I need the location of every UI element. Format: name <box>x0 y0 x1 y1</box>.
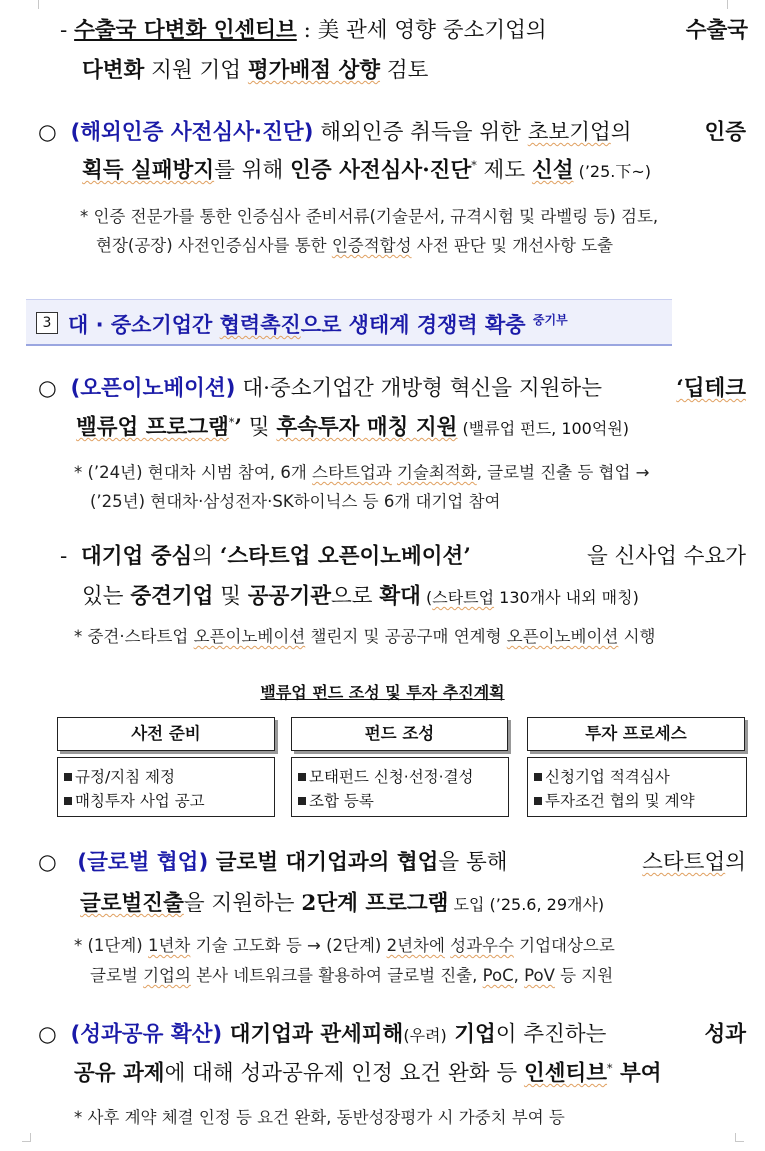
p2-note1: * 인증 전문가를 통한 인증심사 준비서류(기술문서, 규격시험 및 라벨링 등) 검토, <box>80 207 659 226</box>
plan-box-body-prep <box>57 757 275 817</box>
p1-line1: - 수출국 다변화 인센티브 : 美 관세 영향 중소기업의 수출국 <box>60 18 748 43</box>
square-bullet-icon <box>534 773 542 781</box>
ministry-tag: 중기부 <box>532 313 568 327</box>
list-item: 규정/지침 제정 <box>64 765 175 787</box>
crop-mark-bottom-left <box>22 1133 31 1142</box>
square-bullet-icon <box>534 797 542 805</box>
p4-line1: - 대기업 중심의 ‘스타트업 오픈이노베이션’ 을 신사업 수요가 <box>60 544 746 569</box>
crop-mark-top-left <box>30 0 39 9</box>
p6-line1: ○ (성과공유 확산) 대기업과 관세피해(우려) 기업이 추진하는 성과 <box>38 1022 746 1047</box>
section-title: 대 · 중소기업간 협력촉진으로 생태계 경쟁력 확충 $^{중기부}$ <box>68 313 568 337</box>
p6-line2: 공유 과제에 대해 성과공유제 인정 요건 완화 등 인센티브* 부여 <box>74 1061 662 1087</box>
p3-line1: ○ (오픈이노베이션) 대·중소기업간 개방형 혁신을 지원하는 ‘딥테크 <box>38 376 746 401</box>
p5-line2: 글로벌진출을 지원하는 2단계 프로그램 도입 (’25.6, 29개사) <box>80 891 605 916</box>
plan-box-head-invest: 투자 프로세스 <box>527 717 745 751</box>
list-item: 신청기업 적격심사 <box>534 765 670 787</box>
p4-note: * 중견·스타트업 오픈이노베이션 챌린지 및 공공구매 연계형 오픈이노베이션 시행 <box>74 627 656 646</box>
crop-mark-top-right <box>727 0 736 9</box>
plan-title: 밸류업 펀드 조성 및 투자 추진계획 <box>260 683 505 702</box>
list-item: 모태펀드 신청·선정·결성 <box>298 765 474 787</box>
p5-note2: 글로벌 기업의 본사 네트워크를 활용하여 글로벌 진출, PoC, PoV 등 지원 <box>90 966 614 985</box>
p6-note: * 사후 계약 체결 인정 등 요건 완화, 동반성장평가 시 가중치 부여 등 <box>74 1108 565 1127</box>
list-item: 조합 등록 <box>298 789 374 811</box>
list-item: 매칭투자 사업 공고 <box>64 789 205 811</box>
plan-box-body-invest <box>527 757 747 817</box>
section-number-box: 3 <box>36 312 58 334</box>
p3-note2: (’25년) 현대차·삼성전자·SK하이닉스 등 6개 대기업 참여 <box>90 492 501 511</box>
circle-bullet: ○ <box>38 1022 57 1047</box>
plan-box-head-fund: 펀드 조성 <box>291 717 508 751</box>
p3-note1: * (’24년) 현대차 시범 참여, 6개 스타트업과 기술최적화, 글로벌 진출 등 협업 → <box>74 463 650 482</box>
p4-line2: 있는 중견기업 및 공공기관으로 확대 (스타트업 130개사 내외 매칭) <box>82 584 639 609</box>
p2-note2: 현장(공장) 사전인증심사를 통한 인증적합성 사전 판단 및 개선사항 도출 <box>96 236 614 255</box>
square-bullet-icon <box>64 797 72 805</box>
p5-line1: ○ (글로벌 협업) 글로벌 대기업과의 협업을 통해 스타트업의 <box>38 850 746 875</box>
circle-bullet: ○ <box>38 376 57 401</box>
p2-line2: 획득 실패방지를 위해 인증 사전심사·진단* 제도 신설 (’25.下~) <box>82 158 651 184</box>
crop-mark-bottom-right <box>735 1133 744 1142</box>
p2-line1: ○ (해외인증 사전심사·진단) 해외인증 취득을 위한 초보기업의 인증 <box>38 120 746 145</box>
square-bullet-icon <box>64 773 72 781</box>
circle-bullet: ○ <box>38 850 57 875</box>
section-heading-3 <box>26 299 672 346</box>
square-bullet-icon <box>298 773 306 781</box>
dash-marker: - <box>60 18 68 43</box>
circle-bullet: ○ <box>38 120 57 145</box>
dash-marker: - <box>60 544 68 569</box>
p3-line2: 밸류업 프로그램*’ 및 후속투자 매칭 지원 (밸류업 펀드, 100억원) <box>76 415 630 441</box>
plan-box-head-prep: 사전 준비 <box>57 717 275 751</box>
square-bullet-icon <box>298 797 306 805</box>
p1-line2: 다변화 지원 기업 평가배점 상향 검토 <box>82 58 429 83</box>
plan-box-body-fund <box>291 757 509 817</box>
p5-note1: * (1단계) 1년차 기술 고도화 등 → (2단계) 2년차에 성과우수 기업대상으로 <box>74 936 615 955</box>
list-item: 투자조건 협의 및 계약 <box>534 789 695 811</box>
